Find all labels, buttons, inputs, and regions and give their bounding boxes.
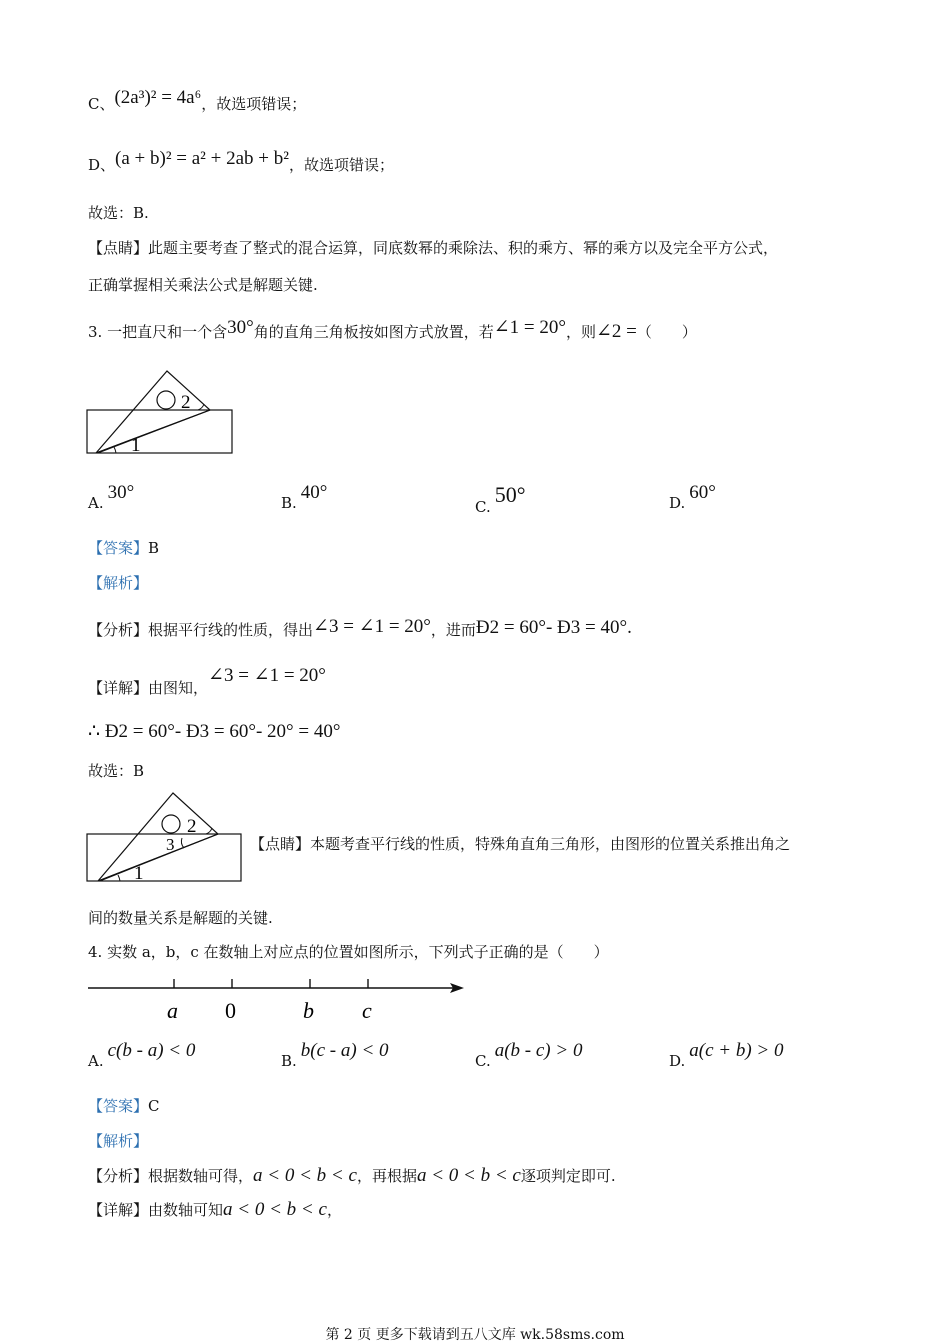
triangle	[96, 371, 210, 453]
question-4-stem: 4. 实数 a，b，c 在数轴上对应点的位置如图所示，下列式子正确的是（ ）	[88, 943, 609, 961]
answer-line	[88, 1096, 160, 1116]
line-text: 由图知，	[148, 679, 209, 697]
option-a[interactable]	[88, 1040, 196, 1072]
detail-tag: 【详解】	[88, 1201, 149, 1219]
ruler-triangle-figure-labeled	[86, 790, 244, 884]
formula: a < 0 < b < c	[253, 1165, 357, 1186]
detail-line	[88, 1200, 342, 1220]
fenxi-tag: 【分析】	[88, 621, 149, 639]
line-text: 逐项判定即可.	[520, 1167, 616, 1185]
axis-label-0: 0	[225, 998, 236, 1023]
angle-arc	[198, 404, 204, 410]
comment-line	[250, 834, 790, 854]
formula: ∠3 = ∠1 = 20°	[208, 665, 326, 686]
line-text: 根据平行线的性质，得出	[148, 621, 314, 639]
option-b[interactable]	[281, 1040, 389, 1072]
comment-tag: 【点睛】	[88, 239, 149, 257]
axis-label-b: b	[303, 998, 314, 1023]
detail-line	[88, 665, 326, 698]
formula: Ð2 = 60°- Ð3 = 40°.	[475, 617, 632, 638]
option-label: C.	[475, 498, 491, 516]
answer-value: C	[148, 1097, 160, 1115]
detail-tag: 【详解】	[88, 679, 149, 697]
option-b[interactable]	[281, 482, 328, 514]
ruler	[87, 834, 241, 881]
number-line	[86, 974, 468, 1024]
option-c-line	[88, 87, 307, 114]
formula: (2a³)² = 4a⁶	[114, 87, 202, 108]
line-text: 角的直角三角板按如图方式放置，若	[253, 323, 494, 341]
comment-line-2: 正确掌握相关乘法公式是解题关键.	[88, 276, 318, 294]
angle-label-3: 3	[166, 835, 175, 854]
option-label: D、	[88, 156, 116, 174]
option-value: a(c + b) > 0	[689, 1040, 784, 1061]
option-label: A.	[88, 494, 104, 512]
line-text: ，	[326, 1201, 342, 1219]
line-text: ，故选项错误；	[201, 95, 307, 113]
angle-label-2: 2	[181, 392, 191, 413]
comment-line	[88, 238, 778, 258]
comment-line-2: 间的数量关系是解题的关键.	[88, 909, 273, 927]
option-label: D.	[669, 494, 686, 512]
option-label: B.	[281, 1052, 297, 1070]
line-text: 由数轴可知	[148, 1201, 224, 1219]
angle-arc	[206, 828, 212, 834]
angle-label-1: 1	[134, 863, 144, 884]
line-text: 根据数轴可得，	[148, 1167, 254, 1185]
formula: (a + b)² = a² + 2ab + b²	[115, 148, 289, 169]
angle-arc	[114, 447, 116, 453]
answer-line	[88, 538, 159, 558]
ruler	[87, 410, 232, 453]
choose-line: 故选：B	[88, 762, 145, 780]
line-text: ，进而	[430, 621, 476, 639]
line-text: ，则	[565, 323, 596, 341]
option-c[interactable]	[475, 482, 526, 518]
angle-arc	[181, 838, 184, 848]
angle-arc	[118, 875, 120, 881]
formula: a < 0 < b < c	[223, 1199, 327, 1220]
option-a[interactable]	[88, 482, 135, 514]
formula: ∠3 = ∠1 = 20°	[313, 616, 431, 637]
line-text: ，再根据	[356, 1167, 417, 1185]
option-label: D.	[669, 1052, 686, 1070]
option-label: B.	[281, 494, 297, 512]
formula: ∠2 =	[595, 321, 637, 342]
line-text: ，故选项错误；	[288, 156, 394, 174]
analysis-tag: 【解析】	[88, 1132, 149, 1150]
formula: 30°	[227, 317, 254, 338]
option-value: b(c - a) < 0	[300, 1040, 389, 1061]
answer-tag: 【答案】	[88, 539, 149, 557]
line-text: 此题主要考查了整式的混合运算，同底数幂的乘除法、积的乘方、幂的乘方以及完全平方公式，	[148, 239, 779, 257]
line-text: （ ）	[636, 323, 697, 341]
option-label: C、	[88, 95, 115, 113]
formula: ∠1 = 20°	[493, 317, 566, 338]
triangle-hole	[162, 815, 180, 833]
option-value: 50°	[494, 482, 526, 507]
answer-value: B	[148, 539, 160, 557]
triangle-edge	[96, 410, 210, 453]
ruler-triangle-figure	[86, 368, 236, 456]
triangle	[98, 793, 218, 881]
triangle-edge	[98, 834, 218, 881]
option-c[interactable]	[475, 1040, 583, 1072]
option-value: c(b - a) < 0	[107, 1040, 196, 1061]
axis-label-c: c	[362, 998, 372, 1023]
comment-tag: 【点睛】	[250, 835, 311, 853]
angle-label-2: 2	[187, 816, 197, 837]
option-d[interactable]	[669, 1040, 784, 1072]
question-3-stem	[88, 317, 697, 342]
option-value: 60°	[689, 482, 716, 503]
page-footer: 第 2 页 更多下载请到五八文库 wk.58sms.com	[325, 1327, 625, 1343]
option-label: A.	[88, 1052, 104, 1070]
choose-line: 故选：B.	[88, 204, 149, 222]
option-label: C.	[475, 1052, 491, 1070]
axis-label-a: a	[167, 998, 178, 1023]
option-d[interactable]	[669, 482, 716, 514]
answer-tag: 【答案】	[88, 1097, 149, 1115]
option-value: 40°	[300, 482, 328, 503]
fenxi-tag: 【分析】	[88, 1167, 149, 1185]
analysis-tag: 【解析】	[88, 574, 149, 592]
option-d-line	[88, 148, 394, 175]
triangle-hole	[157, 391, 175, 409]
angle-label-1: 1	[131, 435, 141, 456]
formula: a < 0 < b < c	[416, 1165, 521, 1186]
line-text: 3. 一把直尺和一个含	[88, 323, 228, 341]
option-value: a(b - c) > 0	[494, 1040, 583, 1061]
line-text: 本题考查平行线的性质，特殊角直角三角形，由图形的位置关系推出角之	[310, 835, 791, 853]
fenxi-line	[88, 616, 632, 640]
fenxi-line	[88, 1166, 616, 1186]
therefore-line: ∴ Ð2 = 60°- Ð3 = 60°- 20° = 40°	[88, 721, 341, 742]
option-value: 30°	[107, 482, 135, 503]
